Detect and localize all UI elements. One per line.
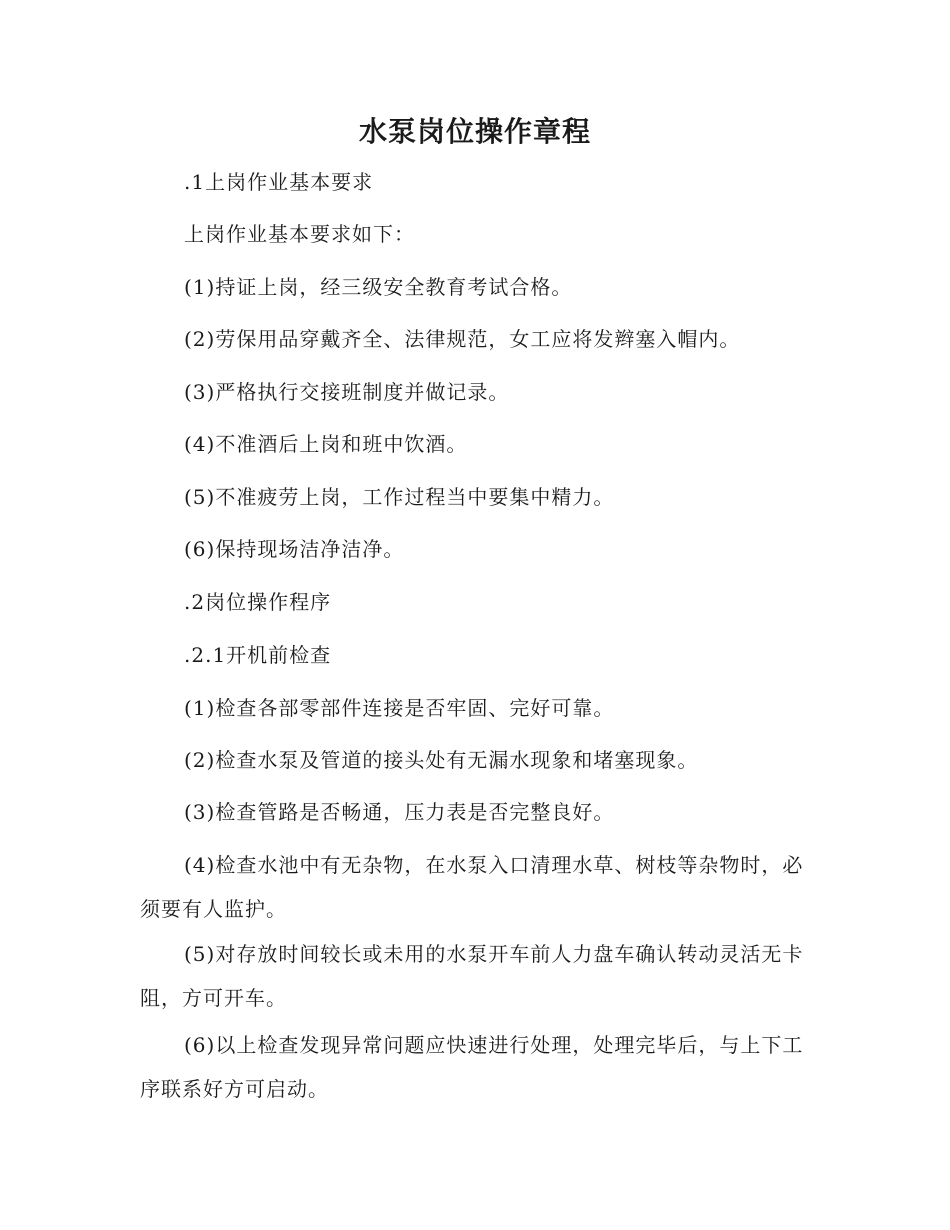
paragraph: 上岗作业基本要求如下： — [184, 222, 415, 246]
page-title: 水泵岗位操作章程 — [358, 115, 591, 148]
list-item: (5)对存放时间较长或未用的水泵开车前人力盘车确认转动灵活无卡阻，方可开车。 — [140, 942, 804, 1010]
list-item: (2)检查水泵及管道的接头处有无漏水现象和堵塞现象。 — [184, 748, 699, 772]
list-item: (4)不准酒后上岗和班中饮酒。 — [184, 432, 468, 456]
subsection-heading: .2.1开机前检查 — [184, 643, 332, 667]
list-item: (1)持证上岗，经三级安全教育考试合格。 — [184, 275, 573, 299]
list-item: (5)不准疲劳上岗，工作过程当中要集中精力。 — [184, 485, 615, 509]
list-item: (6)保持现场洁净洁净。 — [184, 537, 405, 561]
list-item: (3)严格执行交接班制度并做记录。 — [184, 380, 510, 404]
section-heading: .2岗位操作程序 — [184, 590, 332, 614]
list-item: (6)以上检查发现异常问题应快速进行处理，处理完毕后，与上下工序联系好方可启动。 — [140, 1033, 804, 1101]
list-item: (1)检查各部零部件连接是否牢固、完好可靠。 — [184, 696, 615, 720]
list-item: (2)劳保用品穿戴齐全、法律规范，女工应将发辫塞入帽内。 — [184, 327, 741, 351]
section-heading: .1上岗作业基本要求 — [184, 170, 374, 194]
list-item: (4)检查水池中有无杂物，在水泵入口清理水草、树枝等杂物时，必须要有人监护。 — [140, 853, 804, 921]
list-item: (3)检查管路是否畅通，压力表是否完整良好。 — [184, 800, 615, 824]
